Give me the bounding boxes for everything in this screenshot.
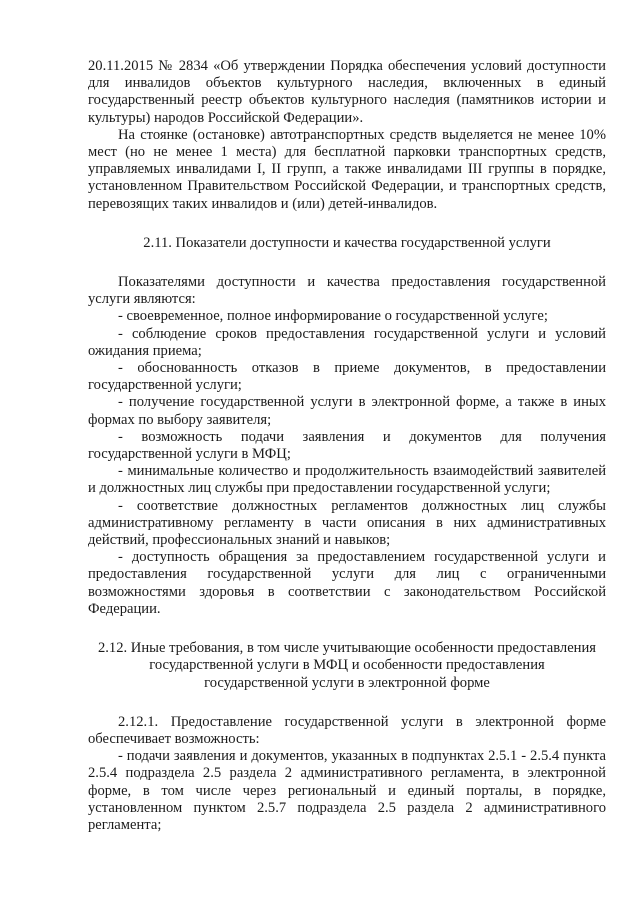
section-2-12-heading-line2: государственной услуги в МФЦ и особенности предоставления xyxy=(149,657,545,674)
list-item: - соответствие должностных регламентов должностных лиц службы административному регламенту в части описания в них административных действий, профессиональных знаний и навыков; xyxy=(88,497,606,549)
section-2-11-intro: Показателями доступности и качества предоставления государственной услуги являются: xyxy=(88,274,606,308)
list-item: - возможность подачи заявления и документов для получения государственной услуги в МФЦ; xyxy=(88,428,606,463)
list-item: - обоснованность отказов в приеме документов, в предоставлении государственной услуги; xyxy=(88,360,606,394)
section-2-12-intro: 2.12.1. Предоставление государственной услуги в электронной форме обеспечивает возможность: xyxy=(88,713,606,747)
list-item: - доступность обращения за предоставлением государственной услуги и предоставления государственной услуги для лиц с ограниченными возможностями здоровья в соответствии с законодательством Российской Федерации. xyxy=(88,549,606,617)
list-item: - получение государственной услуги в электронной форме, а также в иных формах по выбору заявителя; xyxy=(88,394,606,428)
list-item: - соблюдение сроков предоставления государственной услуги и условий ожидания приема; xyxy=(88,325,606,359)
section-2-12-heading-line1: 2.12. Иные требования, в том числе учитывающие особенности предоставления xyxy=(97,640,597,657)
section-2-12-heading-line3: государственной услуги в электронной форме xyxy=(204,674,490,691)
paragraph-parking: На стоянке (остановке) автотранспортных средств выделяется не менее 10% мест (но не менее 1 места) для бесплатной парковки транспортных средств, управляемых инвалидами I, II групп, а также инвалидами III группы в порядке, установленном Правительством Российской Федерации, и транспортных средств, перевозящих таких инвалидов и (или) детей-инвалидов. xyxy=(88,126,606,212)
paragraph-decree-reference: 20.11.2015 № 2834 «Об утверждении Порядка обеспечения условий доступности для инвалидов объектов культурного наследия, включенных в единый государственный реестр объектов культурного наследия (памятников истории и культуры) народов Российской Федерации». xyxy=(88,58,606,126)
list-item: - подачи заявления и документов, указанных в подпунктах 2.5.1 - 2.5.4 пункта 2.5.4 подраздела 2.5 раздела 2 административного регламента, в электронной форме, в том числе через региональный и единый порталы, в порядке, установленном пунктом 2.5.7 подраздела 2.5 раздела 2 административного регламента; xyxy=(88,748,606,833)
list-item: - своевременное, полное информирование о государственной услуге; xyxy=(118,308,548,325)
list-item: - минимальные количество и продолжительность взаимодействий заявителей и должностных лиц службы при предоставлении государственной услуги; xyxy=(88,463,606,497)
section-2-11-heading: 2.11. Показатели доступности и качества государственной услуги xyxy=(143,234,551,251)
